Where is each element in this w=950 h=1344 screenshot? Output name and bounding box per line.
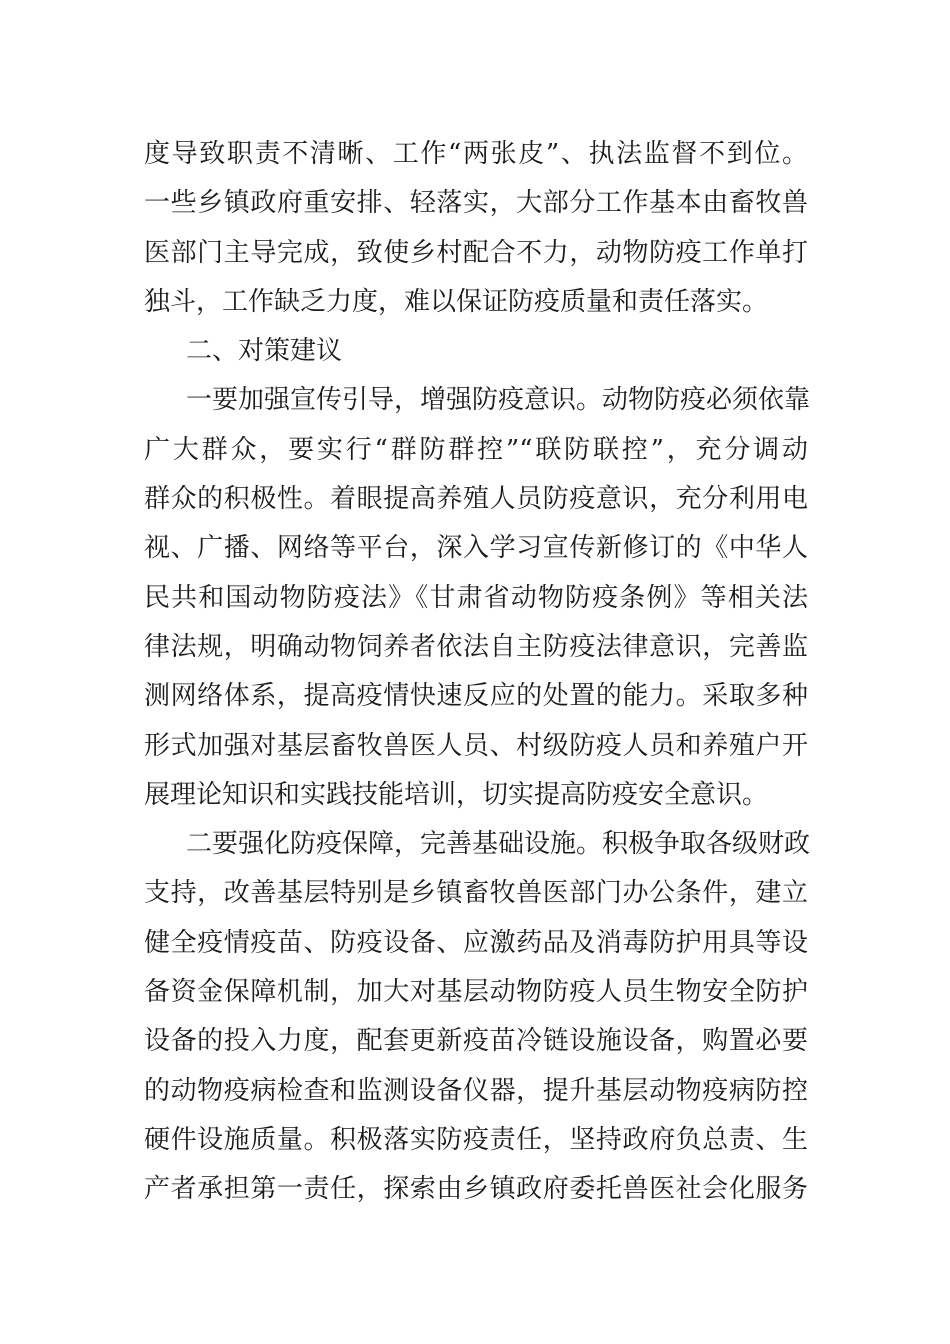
text-line: 一些乡镇政府重安排、轻落实，大部分工作基本由畜牧兽 xyxy=(144,188,808,219)
text-line: 广大群众，要实行“群防群控”“联防联控”，充分调动 xyxy=(144,434,808,465)
text-line: 视、广播、网络等平台，深入学习宣传新修订的《中华人 xyxy=(144,533,808,564)
text-line: 健全疫情疫苗、防疫设备、应激药品及消毒防护用具等设 xyxy=(144,927,808,958)
paragraph-first-line: 二要强化防疫保障，完善基础设施。积极争取各级财政 xyxy=(186,829,811,860)
text-line: 支持，改善基层特别是乡镇畜牧兽医部门办公条件，建立 xyxy=(144,878,808,909)
text-line: 独斗，工作缺乏力度，难以保证防疫质量和责任落实。 xyxy=(144,286,769,317)
text-line: 硬件设施质量。积极落实防疫责任，坚持政府负总责、生 xyxy=(144,1124,808,1155)
section-heading: 二、对策建议 xyxy=(186,336,343,367)
paragraph-first-line: 一要加强宣传引导，增强防疫意识。动物防疫必须依靠 xyxy=(186,385,811,416)
text-line: 群众的积极性。着眼提高养殖人员防疫意识，充分利用电 xyxy=(144,484,808,515)
text-line: 医部门主导完成，致使乡村配合不力，动物防疫工作单打 xyxy=(144,237,808,268)
text-line: 展理论知识和实践技能培训，切实提高防疫安全意识。 xyxy=(144,779,769,810)
text-line: 备资金保障机制，加大对基层动物防疫人员生物安全防护 xyxy=(144,977,808,1008)
text-line: 产者承担第一责任，探索由乡镇政府委托兽医社会化服务 xyxy=(144,1174,808,1205)
text-line: 测网络体系，提高疫情快速反应的处置的能力。采取多种 xyxy=(144,681,808,712)
text-line: 律法规，明确动物饲养者依法自主防疫法律意识，完善监 xyxy=(144,631,808,662)
text-line: 设备的投入力度，配套更新疫苗冷链设施设备，购置必要 xyxy=(144,1026,808,1057)
document-body xyxy=(144,130,814,1215)
text-line: 的动物疫病检查和监测设备仪器，提升基层动物疫病防控 xyxy=(144,1075,808,1106)
text-line: 度导致职责不清晰、工作“两张皮”、执法监督不到位。 xyxy=(144,139,808,169)
text-line: 民共和国动物防疫法》《甘肃省动物防疫条例》等相关法 xyxy=(144,582,808,613)
text-line: 形式加强对基层畜牧兽医人员、村级防疫人员和养殖户开 xyxy=(144,730,808,761)
